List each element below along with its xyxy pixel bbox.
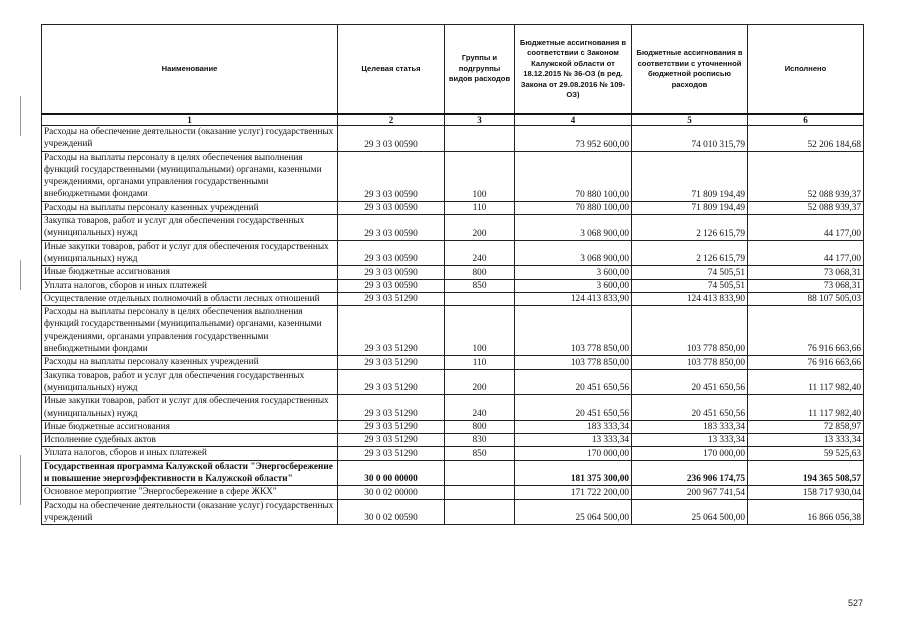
column-number: 6 xyxy=(748,114,864,126)
row-name: Расходы на обеспечение деятельности (оказание услуг) государственных учреждений xyxy=(42,126,338,152)
row-target-article: 29 3 03 00590 xyxy=(338,215,445,241)
row-plan-amount: 103 778 850,00 xyxy=(632,306,748,356)
table-row xyxy=(42,356,864,369)
row-plan-amount: 74 505,51 xyxy=(632,279,748,292)
column-number-row xyxy=(42,114,864,126)
row-expense-group: 800 xyxy=(445,266,515,279)
row-law-amount: 70 880 100,00 xyxy=(515,201,632,214)
row-target-article: 29 3 03 00590 xyxy=(338,279,445,292)
table-row xyxy=(42,201,864,214)
row-plan-amount: 236 906 174,75 xyxy=(632,460,748,486)
row-plan-amount: 74 505,51 xyxy=(632,266,748,279)
row-law-amount: 3 600,00 xyxy=(515,266,632,279)
row-law-amount: 171 722 200,00 xyxy=(515,486,632,499)
header-row xyxy=(42,25,864,115)
table-row xyxy=(42,240,864,266)
row-expense-group xyxy=(445,486,515,499)
table-row xyxy=(42,434,864,447)
row-name: Иные бюджетные ассигнования xyxy=(42,420,338,433)
table-row xyxy=(42,151,864,201)
table-row xyxy=(42,215,864,241)
row-target-article: 29 3 03 00590 xyxy=(338,266,445,279)
row-name: Уплата налогов, сборов и иных платежей xyxy=(42,279,338,292)
table-row xyxy=(42,306,864,356)
row-law-amount: 3 068 900,00 xyxy=(515,240,632,266)
row-name: Иные бюджетные ассигнования xyxy=(42,266,338,279)
row-name: Расходы на обеспечение деятельности (оказание услуг) государственных учреждений xyxy=(42,499,338,525)
column-number: 3 xyxy=(445,114,515,126)
row-target-article: 29 3 03 00590 xyxy=(338,151,445,201)
row-name: Закупка товаров, работ и услуг для обеспечения государственных (муниципальных) нужд xyxy=(42,215,338,241)
row-executed-amount: 72 858,97 xyxy=(748,420,864,433)
row-law-amount: 70 880 100,00 xyxy=(515,151,632,201)
header-executed: Исполнено xyxy=(748,25,864,115)
row-law-amount: 124 413 833,90 xyxy=(515,292,632,305)
row-name: Закупка товаров, работ и услуг для обеспечения государственных (муниципальных) нужд xyxy=(42,369,338,395)
row-expense-group: 100 xyxy=(445,306,515,356)
row-target-article: 30 0 02 00000 xyxy=(338,486,445,499)
page-number: 527 xyxy=(848,598,864,608)
row-target-article: 29 3 03 00590 xyxy=(338,240,445,266)
row-target-article: 30 0 00 00000 xyxy=(338,460,445,486)
table-row xyxy=(42,292,864,305)
row-law-amount: 20 451 650,56 xyxy=(515,395,632,421)
row-expense-group: 110 xyxy=(445,356,515,369)
row-expense-group: 100 xyxy=(445,151,515,201)
table-row xyxy=(42,266,864,279)
row-plan-amount: 2 126 615,79 xyxy=(632,215,748,241)
table-row xyxy=(42,395,864,421)
row-executed-amount: 11 117 982,40 xyxy=(748,369,864,395)
table-body xyxy=(42,126,864,525)
row-expense-group: 830 xyxy=(445,434,515,447)
row-executed-amount: 16 866 056,38 xyxy=(748,499,864,525)
margin-mark xyxy=(20,96,21,136)
row-name: Расходы на выплаты персоналу казенных учреждений xyxy=(42,201,338,214)
row-law-amount: 183 333,34 xyxy=(515,420,632,433)
row-plan-amount: 103 778 850,00 xyxy=(632,356,748,369)
row-plan-amount: 74 010 315,79 xyxy=(632,126,748,152)
row-target-article: 30 0 02 00590 xyxy=(338,499,445,525)
row-executed-amount: 52 206 184,68 xyxy=(748,126,864,152)
row-law-amount: 170 000,00 xyxy=(515,447,632,460)
row-target-article: 29 3 03 51290 xyxy=(338,447,445,460)
row-law-amount: 103 778 850,00 xyxy=(515,306,632,356)
row-plan-amount: 2 126 615,79 xyxy=(632,240,748,266)
row-target-article: 29 3 03 00590 xyxy=(338,201,445,214)
column-number: 4 xyxy=(515,114,632,126)
row-law-amount: 103 778 850,00 xyxy=(515,356,632,369)
header-expense-groups: Группы и подгруппы видов расходов xyxy=(445,25,515,115)
row-plan-amount: 20 451 650,56 xyxy=(632,395,748,421)
budget-table xyxy=(41,24,864,525)
row-law-amount: 3 600,00 xyxy=(515,279,632,292)
row-executed-amount: 76 916 663,66 xyxy=(748,306,864,356)
row-expense-group: 800 xyxy=(445,420,515,433)
row-plan-amount: 13 333,34 xyxy=(632,434,748,447)
margin-mark xyxy=(20,455,21,505)
row-plan-amount: 124 413 833,90 xyxy=(632,292,748,305)
column-number: 5 xyxy=(632,114,748,126)
row-executed-amount: 44 177,00 xyxy=(748,240,864,266)
row-name: Исполнение судебных актов xyxy=(42,434,338,447)
row-executed-amount: 73 068,31 xyxy=(748,279,864,292)
row-expense-group: 200 xyxy=(445,215,515,241)
table-row xyxy=(42,420,864,433)
row-executed-amount: 158 717 930,04 xyxy=(748,486,864,499)
table-row xyxy=(42,279,864,292)
row-executed-amount: 59 525,63 xyxy=(748,447,864,460)
row-plan-amount: 183 333,34 xyxy=(632,420,748,433)
column-number: 1 xyxy=(42,114,338,126)
row-name: Осуществление отдельных полномочий в области лесных отношений xyxy=(42,292,338,305)
row-name: Государственная программа Калужской области "Энергосбережение и повышение энергоэффективности в Калужской области" xyxy=(42,460,338,486)
table-row xyxy=(42,499,864,525)
row-target-article: 29 3 03 51290 xyxy=(338,292,445,305)
row-plan-amount: 200 967 741,54 xyxy=(632,486,748,499)
row-expense-group: 240 xyxy=(445,240,515,266)
table-row xyxy=(42,369,864,395)
row-target-article: 29 3 03 51290 xyxy=(338,369,445,395)
row-law-amount: 25 064 500,00 xyxy=(515,499,632,525)
header-updated-allocations: Бюджетные ассигнования в соответствии с уточненной бюджетной росписью расходов xyxy=(632,25,748,115)
row-expense-group: 200 xyxy=(445,369,515,395)
row-target-article: 29 3 03 00590 xyxy=(338,126,445,152)
row-executed-amount: 76 916 663,66 xyxy=(748,356,864,369)
table-row xyxy=(42,460,864,486)
row-expense-group xyxy=(445,499,515,525)
table-row xyxy=(42,126,864,152)
row-expense-group xyxy=(445,460,515,486)
row-expense-group: 240 xyxy=(445,395,515,421)
row-expense-group xyxy=(445,126,515,152)
header-name: Наименование xyxy=(42,25,338,115)
row-expense-group xyxy=(445,292,515,305)
row-plan-amount: 71 809 194,49 xyxy=(632,201,748,214)
table-row xyxy=(42,486,864,499)
row-expense-group: 850 xyxy=(445,447,515,460)
row-executed-amount: 52 088 939,37 xyxy=(748,151,864,201)
row-executed-amount: 44 177,00 xyxy=(748,215,864,241)
row-executed-amount: 13 333,34 xyxy=(748,434,864,447)
row-executed-amount: 11 117 982,40 xyxy=(748,395,864,421)
row-law-amount: 3 068 900,00 xyxy=(515,215,632,241)
header-target-article: Целевая статья xyxy=(338,25,445,115)
row-target-article: 29 3 03 51290 xyxy=(338,306,445,356)
row-target-article: 29 3 03 51290 xyxy=(338,420,445,433)
row-name: Уплата налогов, сборов и иных платежей xyxy=(42,447,338,460)
row-law-amount: 73 952 600,00 xyxy=(515,126,632,152)
row-name: Расходы на выплаты персоналу в целях обеспечения выполнения функций государственными (муниципальными) органами, казенными учреждениями, органами управления государственными внебюджетными фондами xyxy=(42,306,338,356)
row-name: Иные закупки товаров, работ и услуг для обеспечения государственных (муниципальных) нужд xyxy=(42,240,338,266)
row-expense-group: 110 xyxy=(445,201,515,214)
row-expense-group: 850 xyxy=(445,279,515,292)
row-executed-amount: 194 365 508,57 xyxy=(748,460,864,486)
row-executed-amount: 52 088 939,37 xyxy=(748,201,864,214)
row-name: Основное мероприятие "Энергосбережение в сфере ЖКХ" xyxy=(42,486,338,499)
row-name: Расходы на выплаты персоналу в целях обеспечения выполнения функций государственными (муниципальными) органами, казенными учреждениями, органами управления государственными внебюджетными фондами xyxy=(42,151,338,201)
table-row xyxy=(42,447,864,460)
row-target-article: 29 3 03 51290 xyxy=(338,356,445,369)
row-law-amount: 181 375 300,00 xyxy=(515,460,632,486)
row-law-amount: 13 333,34 xyxy=(515,434,632,447)
row-plan-amount: 25 064 500,00 xyxy=(632,499,748,525)
column-number: 2 xyxy=(338,114,445,126)
row-executed-amount: 73 068,31 xyxy=(748,266,864,279)
row-law-amount: 20 451 650,56 xyxy=(515,369,632,395)
header-law-allocations: Бюджетные ассигнования в соответствии с Законом Калужской области от 18.12.2015 № 36-ОЗ (в ред. Закона от 29.08.2016 № 109-ОЗ) xyxy=(515,25,632,115)
row-plan-amount: 71 809 194,49 xyxy=(632,151,748,201)
row-target-article: 29 3 03 51290 xyxy=(338,434,445,447)
row-executed-amount: 88 107 505,03 xyxy=(748,292,864,305)
row-plan-amount: 20 451 650,56 xyxy=(632,369,748,395)
row-target-article: 29 3 03 51290 xyxy=(338,395,445,421)
row-name: Расходы на выплаты персоналу казенных учреждений xyxy=(42,356,338,369)
row-plan-amount: 170 000,00 xyxy=(632,447,748,460)
row-name: Иные закупки товаров, работ и услуг для обеспечения государственных (муниципальных) нужд xyxy=(42,395,338,421)
margin-mark xyxy=(20,260,21,290)
